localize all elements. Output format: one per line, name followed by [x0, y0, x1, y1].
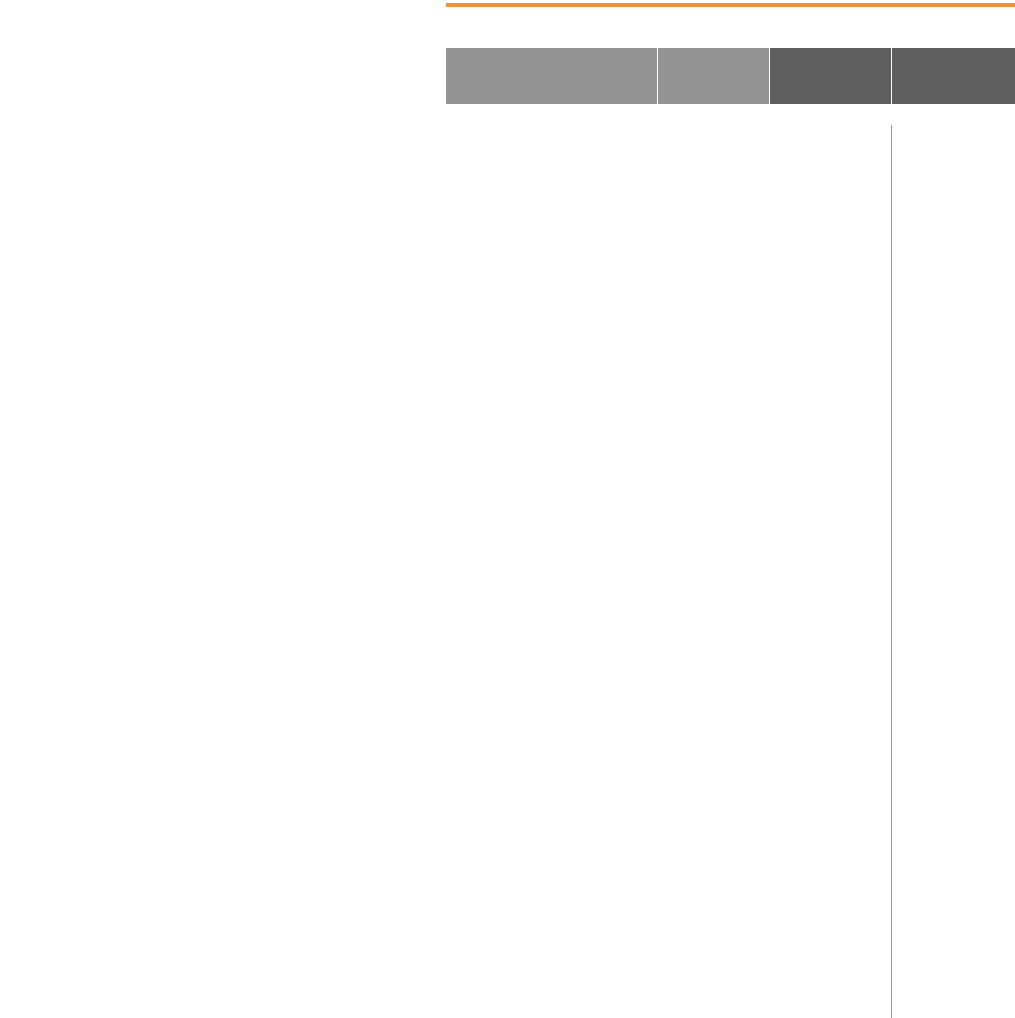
min-max-separator	[891, 125, 892, 1018]
